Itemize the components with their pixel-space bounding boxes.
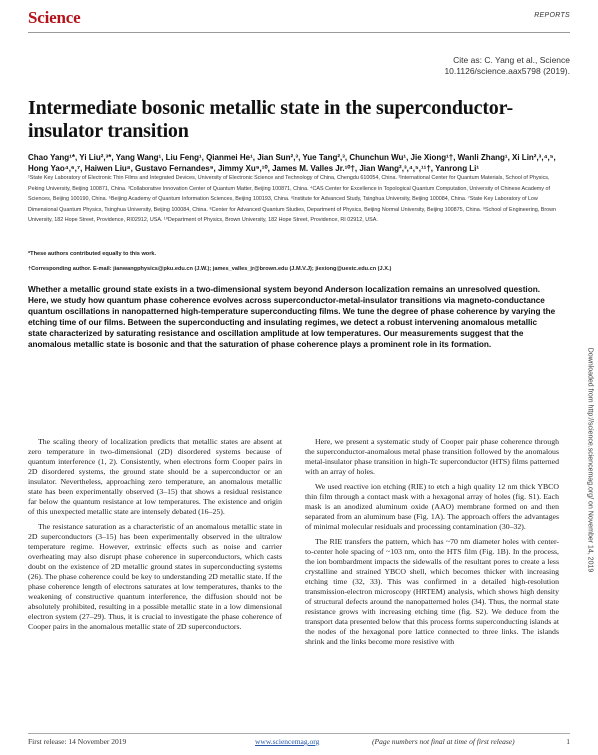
- section-label: REPORTS: [534, 12, 570, 19]
- header-rule: [28, 32, 570, 33]
- doi-line: 10.1126/science.aax5798 (2019).: [444, 66, 570, 76]
- journal-url-link[interactable]: www.sciencemag.org: [255, 737, 320, 746]
- journal-logo: Science: [28, 8, 81, 27]
- footer-rule: [28, 733, 570, 734]
- equal-contribution-note: *These authors contributed equally to this work.: [28, 251, 157, 257]
- body-paragraph: The resistance saturation as a characteristic of an anomalous metallic state in 2D superconductors (3–15) has been experimentally observed in the ultralow temperature regime. However, extrinsic effects such as noise and carrier overheating may also disrupt phase coherence in superconductors, which casts doubt on the existence of 2D metallic ground states in superconducting systems (26). The phase coherence could be key to understanding 2D metallic state. If the phase coherence length of electrons saturates at low temperatures, thanks to the weakening of constructive quantum interference, the diffusion should not be absolutely prohibited, resulting in a possible metallic state in a low dimensional electron system (27–29). Thus, it is crucial to investigate the phase coherence of Cooper pairs in the anomalous metallic state of 2D superconductors.: [28, 522, 282, 631]
- abstract: Whether a metallic ground state exists in a two-dimensional system beyond Anderson localization remains an unresolved question. Here, we study how quantum phase coherence evolves across superconductor-metal-insulator transitions via magneto-conductance quantum oscillations in nanopatterned high-temperature superconducting films. We tune the degree of phase coherence by varying the etching time of our films. Between the superconducting and insulating regimes, we detect a robust intervening anomalous metallic state characterized by saturating resistance and oscillation amplitude at low temperatures. Our measurements suggest that the anomalous metallic state is bosonic and that the saturation of phase coherence plays a prominent role in its formation.: [28, 285, 556, 349]
- affiliations: ¹State Key Laboratory of Electronic Thin Films and Integrated Devices, University of Electronic Science and Technology of China, Chengdu 610054, China. ²International Center for Quantum Materials, School of Physics, Peking University, Beijing 100871, China. ³Collaborative Innovation Center of Quantum Matter, Beijing 100871, China. ⁴CAS Center for Excellence in Topological Quantum Computation, University of Chinese Academy of Sciences, Beijing 100190, China. ⁵Beijing Academy of Quantum Information Sciences, Beijing 100193, China. ⁶Institute for Advanced Study, Tsinghua University, Beijing 100084, China. ⁷State Key Laboratory of Low Dimensional Quantum Physics, Tsinghua University, Beijing 100084, China. ⁸Center for Advanced Quantum Studies, Department of Physics, Beijing Normal University, Beijing 100875, China. ⁹School of Engineering, Brown University, 182 Hope Street, Providence, RI02912, USA. ¹⁰Department of Physics, Brown University, 182 Hope Street, Providence, RI 02912, USA.: [28, 175, 557, 223]
- citation-line: Cite as: C. Yang et al., Science: [453, 55, 570, 65]
- citation-block: [444, 55, 570, 77]
- release-date: First release: 14 November 2019: [28, 737, 127, 746]
- download-sidebar: [585, 300, 595, 620]
- body-paragraph: The RIE transfers the pattern, which has ~70 nm diameter holes with center-to-center hole spacing of ~103 nm, onto the HTS film (Fig. 1B). In the process, the ion bombardment impacts the sidewalls of the resultant pores to create a less crystalline and strained YBCO shell, which becomes thicker with increasing etching time (32, 33). This was confirmed in a detailed high-resolution transmission-electron microscopy (HRTEM) analysis, which shows high density of structural defects around the nanopatterned holes (34). Thus, the normal state resistance grows with increasing etching time (fig. S2). We deduce from the transport data presented below that this process forms superconducting islands at the nodes of the hexagonal pore lattice connected to three links. The islands shrink and the links become more resistive with: [305, 537, 559, 646]
- body-paragraph: The scaling theory of localization predicts that metallic states are absent at zero temperature in two-dimensional (2D) disordered systems because of quantum interference (1, 2). Consistently, when electrons form Cooper pairs in 2D disordered systems, the ground state should be a superconductor or an insulator. Nevertheless, approaching zero temperature, an anomalous metallic state has been experimentally observed (3–15) that shows a residual resistance far below the quantum resistance at low temperatures. The existence and origin of this unexpected metallic state are intensely debated (16–25).: [28, 437, 282, 516]
- page-number: 1: [566, 737, 570, 746]
- body-column-right: [305, 437, 559, 652]
- paper-title: Intermediate bosonic metallic state in the superconductor-insulator transition: [28, 97, 514, 142]
- body-column-left: [28, 437, 282, 637]
- author-list: Chao Yang¹*, Yi Liu²,³*, Yang Wang¹, Liu Feng¹, Qianmei He¹, Jian Sun²,³, Yue Tang²,³, Chunchun Wu¹, Jie Xiong¹†, Wanli Zhang¹, Xi Lin²,³,⁴,⁵, Hong Yao⁴,⁶,⁷, Haiwen Liu⁸, Gustavo Fernandes⁹, Jimmy Xu⁹,¹⁰, James M. Valles Jr.¹⁰†, Jian Wang²,³,⁴,⁵,¹¹†, Yanrong Li¹: [28, 153, 556, 173]
- page-number-note: (Page numbers not final at time of first release): [372, 737, 515, 746]
- body-paragraph: We used reactive ion etching (RIE) to etch a high quality 12 nm thick YBCO thin film through a contact mask with a hexagonal array of holes (fig. S1). Each mask is an anodized aluminum oxide (AAO) membrane formed on and then separated from an aluminum base (Fig. 1A). The approach offers the advantages of minimal molecular residuals and processing contamination (30–32).: [305, 482, 559, 531]
- body-paragraph: Here, we present a systematic study of Cooper pair phase coherence through the superconductor-anomalous metal phase transition followed by the anomalous metal-insulator phase transition in high-Tc superconductor (HTS) films patterned with an array of holes.: [305, 437, 559, 476]
- corresponding-author: †Corresponding author. E-mail: jianwangphysics@pku.edu.cn (J.W.); james_valles_jr@brown.edu (J.M.V.J); jiexiong@uestc.edu.cn (J.X.): [28, 266, 392, 272]
- download-note: Downloaded from http://science.sciencemag.org/ on November 14, 2019: [586, 347, 594, 573]
